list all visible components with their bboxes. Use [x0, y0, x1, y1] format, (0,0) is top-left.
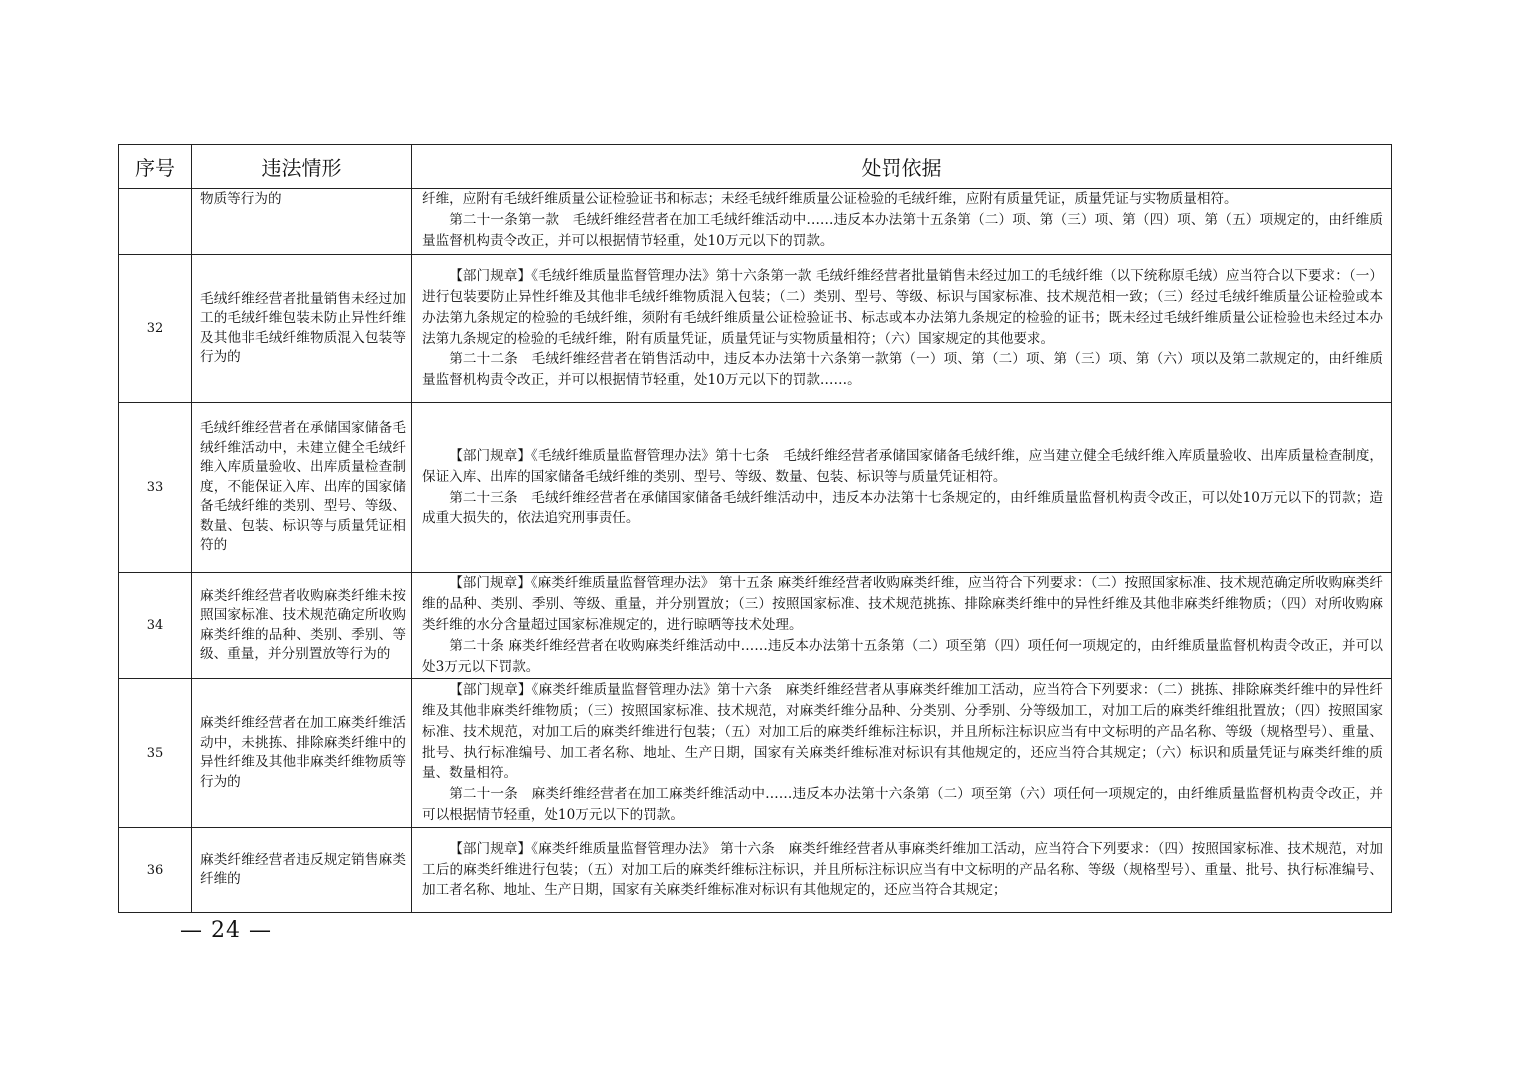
row-situation: 毛绒纤维经营者批量销售未经过加工的毛绒纤维包装未防止异性纤维及其他非毛绒纤维物质混入包装等行为的: [192, 255, 412, 403]
row-situation: 毛绒纤维经营者在承储国家储备毛绒纤维活动中，未建立健全毛绒纤维入库质量验收、出库质量检查制度，不能保证入库、出库的国家储备毛绒纤维的类别、型号、等级、数量、包装、标识等与质量凭证相符的: [192, 403, 412, 573]
basis-paragraph: 【部门规章】《毛绒纤维质量监督管理办法》第十七条 毛绒纤维经营者承储国家储备毛绒纤维，应当建立健全毛绒纤维入库质量验收、出库质量检查制度，保证入库、出库的国家储备毛绒纤维的类别、型号、等级、数量、包装、标识等与质量凭证相符。: [422, 447, 1383, 485]
basis-paragraph: 第二十二条 毛绒纤维经营者在销售活动中，违反本办法第十六条第一款第（一）项、第（二）项、第（三）项、第（六）项以及第二款规定的，由纤维质量监督机构责令改正，并可以根据情节轻重，处10万元以下的罚款……。: [422, 351, 1383, 389]
header-basis: 处罚依据: [412, 145, 1392, 189]
row-num: 33: [119, 403, 192, 573]
basis-paragraph: 【部门规章】《麻类纤维质量监督管理办法》 第十六条 麻类纤维经营者从事麻类纤维加工活动，应当符合下列要求：（四）按照国家标准、技术规范，对加工后的麻类纤维进行包装；（五）对加工后的麻类纤维标注标识，并且所标注标识应当有中文标明的产品名称、等级（规格型号）、重量、批号、执行标准编号、加工者名称、地址、生产日期，国家有关麻类纤维标准对标识有其他规定的，还应当符合其规定；: [422, 840, 1383, 899]
basis-paragraph: 【部门规章】《麻类纤维质量监督管理办法》第十六条 麻类纤维经营者从事麻类纤维加工活动，应当符合下列要求：（二）挑拣、排除麻类纤维中的异性纤维及其他非麻类纤维物质；（三）按照国家标准、技术规范，对麻类纤维分品种、分类别、分季别、分等级加工，对加工后的麻类纤维组批置放；（四）按照国家标准、技术规范，对加工后的麻类纤维进行包装；（五）对加工后的麻类纤维标注标识，并且所标注标识应当有中文标明的产品名称、等级（规格型号）、重量、批号、执行标准编号、加工者名称、地址、生产日期，国家有关麻类纤维标准对标识有其他规定的，还应当符合其规定；（六）标识和质量凭证与麻类纤维的质量、数量相符。: [422, 681, 1383, 782]
row-basis: [412, 255, 1392, 403]
table-row: [119, 679, 1392, 828]
basis-paragraph: 【部门规章】《毛绒纤维质量监督管理办法》第十六条第一款 毛绒纤维经营者批量销售未经过加工的毛绒纤维（以下统称原毛绒）应当符合以下要求：（一）进行包装要防止异性纤维及其他非毛绒纤维物质混入包装；（二）类别、型号、等级、标识与国家标准、技术规范相一致；（三）经过毛绒纤维质量公证检验或本办法第九条规定的检验的毛绒纤维，须附有毛绒纤维质量公证检验证书、标志或本办法第九条规定的检验的证书；既未经过毛绒纤维质量公证检验也未经过本办法第九条规定的检验的毛绒纤维，附有质量凭证，质量凭证与实物质量相符；（六）国家规定的其他要求。: [422, 267, 1383, 347]
row-situation: 物质等行为的: [192, 189, 412, 255]
table-row: [119, 189, 1392, 255]
table-row: [119, 255, 1392, 403]
row-situation: 麻类纤维经营者在加工麻类纤维活动中，未挑拣、排除麻类纤维中的异性纤维及其他非麻类纤维物质等行为的: [192, 679, 412, 828]
row-num: [119, 189, 192, 255]
table-row: [119, 828, 1392, 913]
row-num: 34: [119, 573, 192, 679]
basis-paragraph: 【部门规章】《麻类纤维质量监督管理办法》 第十五条 麻类纤维经营者收购麻类纤维，应当符合下列要求：（二）按照国家标准、技术规范确定所收购麻类纤维的品种、类别、季别、等级、重量，并分别置放；（三）按照国家标准、技术规范挑拣、排除麻类纤维中的异性纤维及其他非麻类纤维物质；（四）对所收购麻类纤维的水分含量超过国家标准规定的，进行晾晒等技术处理。: [422, 575, 1383, 634]
basis-paragraph: 第二十一条第一款 毛绒纤维经营者在加工毛绒纤维活动中……违反本办法第十五条第（二）项、第（三）项、第（四）项、第（五）项规定的，由纤维质量监督机构责令改正，并可以根据情节轻重，处10万元以下的罚款。: [422, 211, 1383, 249]
table-header-row: [119, 145, 1392, 189]
row-num: 36: [119, 828, 192, 913]
row-situation: 麻类纤维经营者违反规定销售麻类纤维的: [192, 828, 412, 913]
header-situation: 违法情形: [192, 145, 412, 189]
row-basis: [412, 679, 1392, 828]
row-basis: [412, 573, 1392, 679]
row-situation: 麻类纤维经营者收购麻类纤维未按照国家标准、技术规范确定所收购麻类纤维的品种、类别、季别、等级、重量，并分别置放等行为的: [192, 573, 412, 679]
row-basis: [412, 828, 1392, 913]
basis-paragraph: 第二十一条 麻类纤维经营者在加工麻类纤维活动中……违反本办法第十六条第（二）项至第（六）项任何一项规定的，由纤维质量监督机构责令改正，并可以根据情节轻重，处10万元以下的罚款。: [422, 786, 1383, 824]
basis-paragraph: 纤维，应附有毛绒纤维质量公证检验证书和标志；未经毛绒纤维质量公证检验的毛绒纤维，应附有质量凭证，质量凭证与实物质量相符。: [422, 191, 1238, 207]
row-num: 32: [119, 255, 192, 403]
table-row: [119, 573, 1392, 679]
basis-paragraph: 第二十条 麻类纤维经营者在收购麻类纤维活动中……违反本办法第十五条第（二）项至第（四）项任何一项规定的，由纤维质量监督机构责令改正，并可以处3万元以下罚款。: [422, 637, 1383, 675]
basis-paragraph: 第二十三条 毛绒纤维经营者在承储国家储备毛绒纤维活动中，违反本办法第十七条规定的，由纤维质量监督机构责令改正，可以处10万元以下的罚款；造成重大损失的，依法追究刑事责任。: [422, 489, 1383, 527]
header-num: 序号: [119, 145, 192, 189]
page-number: — 24 —: [180, 918, 272, 943]
penalty-table: [118, 144, 1392, 913]
row-basis: [412, 403, 1392, 573]
table-row: [119, 403, 1392, 573]
row-basis: [412, 189, 1392, 255]
row-num: 35: [119, 679, 192, 828]
